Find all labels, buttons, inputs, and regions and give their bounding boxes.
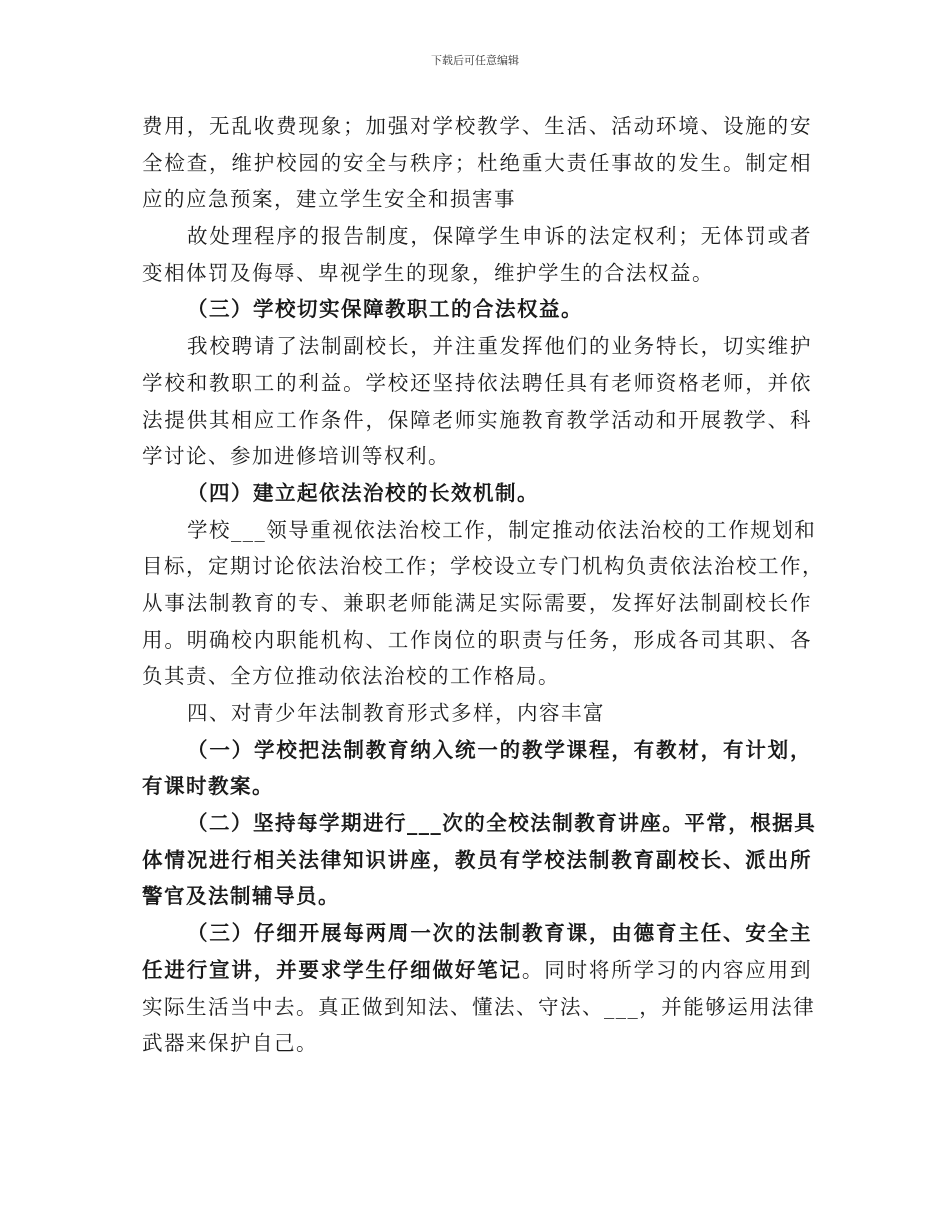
text-line-content: 故处理程序的报告制度，保障学生申诉的法定权利；无体罚或者 <box>187 224 812 249</box>
text-line <box>142 622 812 659</box>
text-line <box>142 695 812 732</box>
text-line <box>142 512 817 549</box>
text-line-content: 学校___领导重视依法治校工作，制定推动依法治校的工作规划和 <box>187 517 817 542</box>
text-line <box>142 658 812 695</box>
text-line-content: 四、对青少年法制教育形式多样，内容丰富 <box>187 701 605 725</box>
text-line-content: 学讨论、参加进修培训等权利。 <box>142 444 450 469</box>
text-line-content: （三）仔细开展每两周一次的法制教育课，由德育主任、安全主 <box>187 921 812 946</box>
text-line <box>142 255 812 292</box>
text-line-content: （二）坚持每学期进行___次的全校法制教育讲座。平常，根据具 <box>187 811 817 836</box>
text-line-content: 变相体罚及侮辱、卑视学生的现象，维护学生的合法权益。 <box>142 260 714 285</box>
text-line <box>142 768 812 805</box>
text-line-content: 有课时教案。 <box>142 774 274 799</box>
text-line-content: 任进行宣讲，并要求学生仔细做好笔记 <box>142 957 522 982</box>
text-line <box>142 585 812 622</box>
text-line <box>142 1025 812 1062</box>
text-line <box>142 805 817 842</box>
text-line <box>142 438 812 475</box>
text-line-content: 从事法制教育的专、兼职老师能满足实际需要，发挥好法制副校长作 <box>142 590 812 615</box>
text-line-content: （四）建立起依法治校的长效机制。 <box>187 480 539 505</box>
text-line <box>142 145 812 182</box>
text-line-content: 应的应急预案，建立学生安全和损害事 <box>142 187 516 212</box>
text-line <box>142 952 812 989</box>
text-line-content: 警官及法制辅导员。 <box>142 884 340 909</box>
text-line <box>142 291 812 328</box>
text-line <box>142 732 812 769</box>
text-line-content: 目标，定期讨论依法治校工作；学校设立专门机构负责依法治校工作， <box>142 554 824 579</box>
text-line <box>142 915 812 952</box>
text-line-content: 武器来保护自己。 <box>142 1031 318 1056</box>
page-header: 下载后可任意编辑 <box>431 54 519 67</box>
text-line <box>142 365 812 402</box>
text-line-tail: 。同时将所学习的内容应用到 <box>521 957 813 982</box>
text-line-content: （一）学校把法制教育纳入统一的教学课程，有教材，有计划， <box>187 737 812 762</box>
text-line-content: （三）学校切实保障教职工的合法权益。 <box>187 297 583 322</box>
text-line <box>142 842 812 879</box>
text-line <box>142 475 812 512</box>
text-line <box>142 108 812 145</box>
text-line <box>142 989 816 1026</box>
text-line <box>142 328 812 365</box>
text-line-content: 体情况进行相关法律知识讲座，教员有学校法制教育副校长、派出所 <box>142 847 812 872</box>
text-line-content: 负其责、全方位推动依法治校的工作格局。 <box>142 664 560 689</box>
text-line-content: 学校和教职工的利益。学校还坚持依法聘任具有老师资格老师，并依 <box>142 370 812 395</box>
text-line-content: 我校聘请了法制副校长，并注重发挥他们的业务特长，切实维护 <box>187 334 812 359</box>
text-line <box>142 548 824 585</box>
text-line <box>142 402 812 439</box>
text-line <box>142 878 812 915</box>
text-line-content: 费用，无乱收费现象；加强对学校教学、生活、活动环境、设施的安 <box>142 114 812 138</box>
text-line-content: 法提供其相应工作条件，保障老师实施教育教学活动和开展教学、科 <box>142 407 812 432</box>
text-line <box>142 218 812 255</box>
text-line-content: 实际生活当中去。真正做到知法、懂法、守法、___，并能够运用法律 <box>142 994 816 1019</box>
text-line <box>142 181 812 218</box>
document-body <box>142 108 824 1062</box>
text-line-content: 全检查，维护校园的安全与秩序；杜绝重大责任事故的发生。制定相 <box>142 150 812 175</box>
text-line-content: 用。明确校内职能机构、工作岗位的职责与任务，形成各司其职、各 <box>142 627 812 652</box>
